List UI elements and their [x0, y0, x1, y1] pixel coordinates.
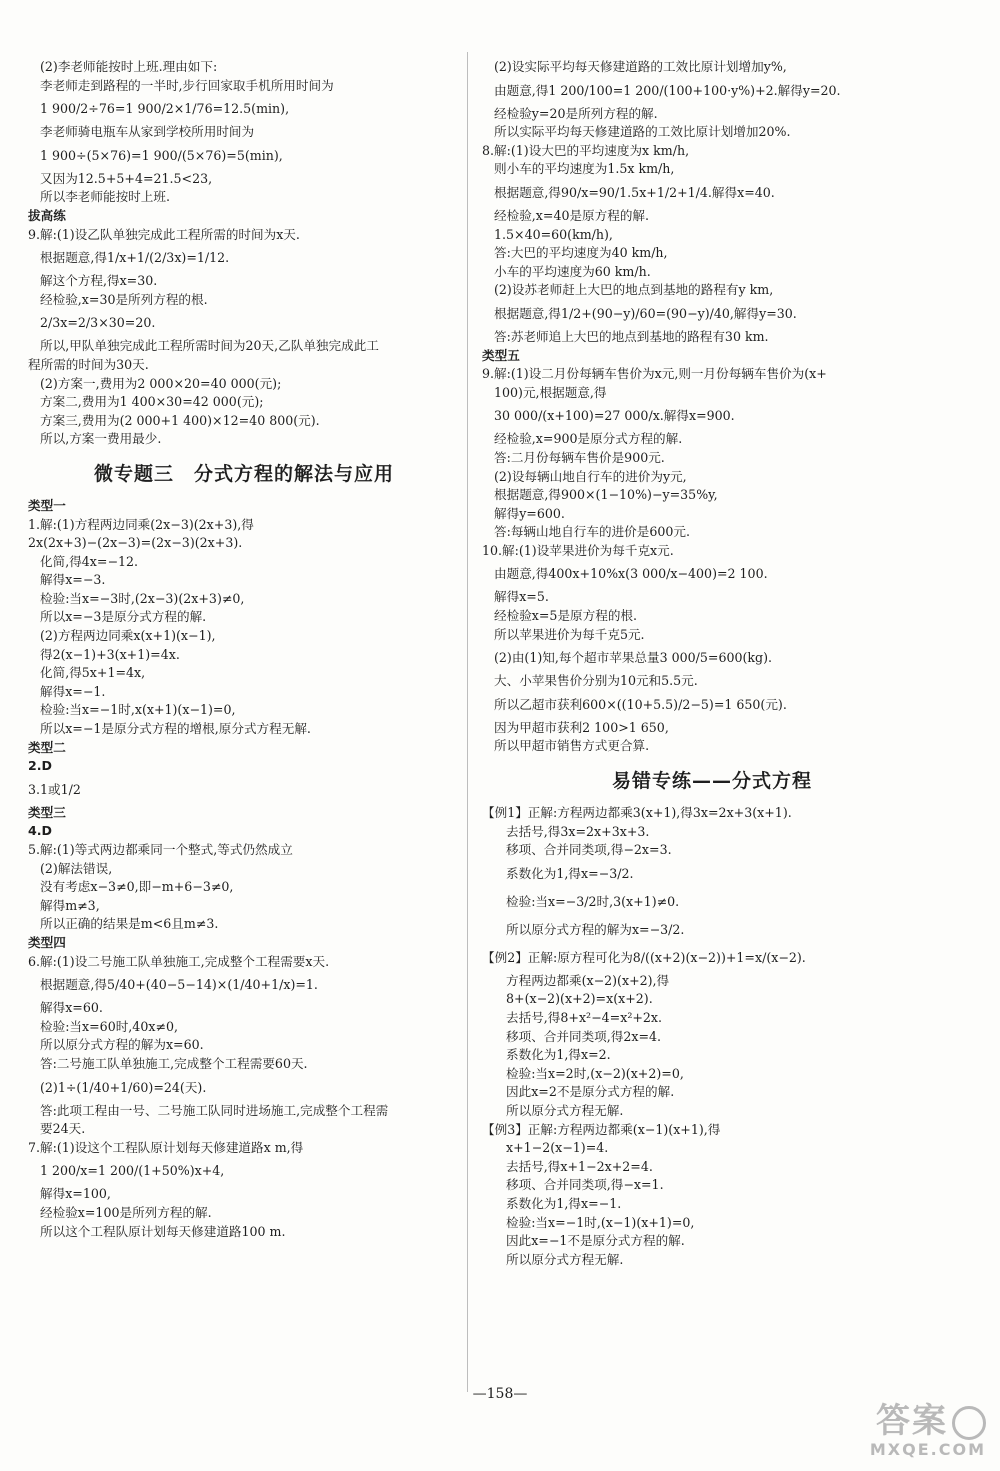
text-line: 解这个方程,得x=30.	[40, 273, 158, 289]
text-line: 所以原分式方程的解为x=−3/2.	[506, 921, 685, 937]
text-line: 又因为12.5+5+4=21.5<23,	[40, 170, 213, 186]
text-line: 7.解:(1)设这个工程队原计划每天修建道路x m,得	[28, 1139, 304, 1155]
column-divider	[467, 52, 468, 1392]
text-line: 1.5×40=60(km/h),	[494, 226, 613, 242]
text-line: 9.解:(1)设二月份每辆车售价为x元,则一月份每辆车售价为(x+	[482, 366, 827, 382]
text-line: 检验:当x=−3/2时,3(x+1)≠0.	[506, 893, 680, 909]
text-line: 所以,方案一费用最少.	[40, 431, 162, 447]
text-line: (2)设实际平均每天修建道路的工效比原计划增加y%,	[494, 59, 787, 74]
text-line: 得2(x−1)+3(x+1)=4x.	[40, 646, 180, 662]
text-line: 移项、合并同类项,得2x=4.	[506, 1028, 662, 1044]
text-line: 解得x=5.	[494, 589, 549, 605]
text-line: 1 200/x=1 200/(1+50%)x+4,	[40, 1163, 225, 1179]
subsection-label: 类型四	[28, 934, 66, 950]
text-line: 根据题意,得1/x+1/(2/3x)=1/12.	[40, 250, 230, 266]
subsection-label: 类型三	[28, 804, 66, 820]
text-line: 2/3x=2/3×30=20.	[40, 315, 156, 331]
text-line: 1 900÷(5×76)=1 900/(5×76)=5(min),	[40, 147, 283, 163]
text-line: 3.1或1/2	[28, 781, 81, 797]
text-line: 李老师骑电瓶车从家到学校所用时间为	[40, 124, 255, 140]
section-heading: 易错专练——分式方程	[611, 770, 812, 793]
text-line: 方案二,费用为1 400×30=42 000(元);	[40, 394, 264, 410]
text-line: 【例2】正解:原方程可化为8/((x+2)(x−2))+1=x/(x−2).	[482, 949, 806, 965]
text-line: 解得x=−1.	[40, 683, 106, 699]
section-heading: 微专题三 分式方程的解法与应用	[93, 462, 394, 485]
text-line: 系数化为1,得x=−3/2.	[506, 865, 634, 881]
text-line: 解得m≠3,	[40, 897, 100, 913]
text-line: 移项、合并同类项,得−2x=3.	[506, 842, 672, 858]
text-line: 9.解:(1)设乙队单独完成此工程所需的时间为x天.	[28, 226, 300, 242]
text-line: 根据题意,得1/2+(90−y)/60=(90−y)/40,解得y=30.	[494, 305, 797, 321]
text-line: 所以原分式方程无解.	[506, 1251, 624, 1267]
text-line: 30 000/(x+100)=27 000/x.解得x=900.	[494, 408, 735, 424]
text-line: (2)1÷(1/40+1/60)=24(天).	[40, 1079, 207, 1095]
text-line: (2)设苏老师赶上大巴的地点到基地的路程有y km,	[494, 282, 774, 298]
text-line: (2)李老师能按时上班.理由如下:	[40, 59, 218, 74]
text-line: 去括号,得8+x²−4=x²+2x.	[506, 1010, 663, 1025]
text-line: 经检验,x=30是所列方程的根.	[40, 291, 208, 307]
text-line: 检验:当x=−1时,(x−1)(x+1)=0,	[506, 1214, 695, 1230]
text-line: 方案三,费用为(2 000+1 400)×12=40 800(元).	[40, 412, 320, 428]
subsection-label: 类型五	[482, 347, 520, 363]
watermark-circle-icon	[952, 1406, 986, 1440]
text-line: 根据题意,得900×(1−10%)−y=35%y,	[494, 487, 718, 503]
text-line: (2)由(1)知,每个超市苹果总量3 000/5=600(kg).	[494, 650, 773, 666]
text-line: 要24天.	[40, 1121, 86, 1137]
text-line: 所以乙超市获利600×((10+5.5)/2−5)=1 650(元).	[494, 696, 787, 712]
text-line: 6.解:(1)设二号施工队单独施工,完成整个工程需要x天.	[28, 953, 330, 969]
text-line: 所以甲超市销售方式更合算.	[494, 738, 650, 754]
text-line: 检验:当x=2时,(x−2)(x+2)=0,	[506, 1065, 684, 1081]
text-line: 所以正确的结果是m<6且m≠3.	[40, 916, 219, 932]
text-line: 100)元,根据题意,得	[494, 384, 607, 400]
watermark-logo	[776, 1402, 986, 1464]
subsection-label: 类型一	[28, 497, 66, 513]
text-line: 解得x=60.	[40, 1000, 103, 1016]
text-line: x+1−2(x−1)=4.	[506, 1140, 609, 1156]
text-line: 因此x=2不是原分式方程的解.	[506, 1084, 675, 1100]
text-line: 李老师走到路程的一半时,步行回家取手机所用时间为	[40, 77, 334, 93]
text-line: 经检验,x=900是原分式方程的解.	[494, 431, 683, 447]
text-line: 小车的平均速度为60 km/h.	[494, 263, 651, 279]
subsection-label: 2.D	[28, 758, 53, 774]
text-line: (2)解法错误,	[40, 860, 113, 876]
text-line: 程所需的时间为30天.	[28, 356, 149, 372]
watermark-text-top: 答案	[876, 1401, 948, 1441]
text-line: 所以x=−1是原分式方程的增根,原分式方程无解.	[40, 721, 311, 737]
text-line: 根据题意,得90/x=90/1.5x+1/2+1/4.解得x=40.	[494, 184, 775, 200]
text-line: 大、小苹果售价分别为10元和5.5元.	[494, 673, 698, 689]
text-line: 检验:当x=−1时,x(x+1)(x−1)=0,	[40, 702, 236, 718]
text-line: 检验:当x=60时,40x≠0,	[40, 1018, 178, 1034]
text-line: 所以苹果进价为每千克5元.	[494, 626, 645, 642]
text-line: 去括号,得x+1−2x+2=4.	[506, 1158, 653, 1174]
subsection-label: 类型二	[28, 739, 66, 755]
text-line: (2)方案一,费用为2 000×20=40 000(元);	[40, 375, 282, 391]
text-line: 所以实际平均每天修建道路的工效比原计划增加20%.	[494, 124, 791, 140]
text-line: 因此x=−1不是原分式方程的解.	[506, 1233, 685, 1249]
text-line: 所以,甲队单独完成此工程所需时间为20天,乙队单独完成此工	[40, 338, 379, 354]
text-line: 答:二号施工队单独施工,完成整个工程需要60天.	[40, 1055, 308, 1071]
text-line: 1 900/2÷76=1 900/2×1/76=12.5(min),	[40, 101, 290, 117]
text-line: 【例3】正解:方程两边都乘(x−1)(x+1),得	[482, 1121, 721, 1137]
text-line: 答:此项工程由一号、二号施工队同时进场施工,完成整个工程需	[40, 1102, 389, 1118]
text-line: 2x(2x+3)−(2x−3)=(2x−3)(2x+3).	[28, 535, 243, 551]
subsection-label: 拔高练	[28, 207, 66, 223]
text-line: (2)方程两边同乘x(x+1)(x−1),	[40, 628, 216, 644]
text-line: 去括号,得3x=2x+3x+3.	[506, 823, 650, 839]
text-line: 所以原分式方程的解为x=60.	[40, 1037, 204, 1053]
text-line: 解得y=600.	[494, 505, 565, 521]
right-column	[482, 58, 942, 1269]
text-line: 8+(x−2)(x+2)=x(x+2).	[506, 991, 653, 1007]
text-line: 答:二月份每辆车售价是900元.	[494, 449, 665, 465]
text-line: 经检验,x=40是原方程的解.	[494, 207, 650, 223]
text-line: 所以原分式方程无解.	[506, 1102, 624, 1118]
text-line: 移项、合并同类项,得−x=1.	[506, 1177, 664, 1193]
text-line: 经检验y=20是所列方程的解.	[494, 105, 658, 121]
text-line: 系数化为1,得x=−1.	[506, 1195, 622, 1211]
text-line: 解得x=100,	[40, 1186, 111, 1202]
left-column	[28, 58, 460, 1241]
text-line: 检验:当x=−3时,(2x−3)(2x+3)≠0,	[40, 590, 245, 606]
text-line: 因为甲超市获利2 100>1 650,	[494, 719, 669, 735]
text-line: 化简,得5x+1=4x,	[40, 665, 146, 681]
text-line: 解得x=−3.	[40, 572, 106, 588]
text-line: 所以李老师能按时上班.	[40, 189, 170, 205]
text-line: 根据题意,得5/40+(40−5−14)×(1/40+1/x)=1.	[40, 977, 318, 993]
text-line: 方程两边都乘(x−2)(x+2),得	[506, 972, 670, 988]
text-line: 1.解:(1)方程两边同乘(2x−3)(2x+3),得	[28, 516, 254, 532]
text-line: 经检验x=100是所列方程的解.	[40, 1204, 212, 1220]
subsection-label: 4.D	[28, 823, 53, 839]
text-line: 答:每辆山地自行车的进价是600元.	[494, 524, 691, 540]
text-line: 8.解:(1)设大巴的平均速度为x km/h,	[482, 142, 690, 158]
text-line: 所以x=−3是原分式方程的解.	[40, 609, 207, 625]
watermark-text-bottom: MXQE.COM	[869, 1440, 986, 1459]
text-line: 由题意,得400x+10%x(3 000/x−400)=2 100.	[494, 566, 768, 582]
text-line: 由题意,得1 200/100=1 200/(100+100·y%)+2.解得y=20.	[494, 82, 841, 98]
text-line: 10.解:(1)设苹果进价为每千克x元.	[482, 542, 674, 558]
page-number: —158—	[472, 1386, 528, 1402]
text-line: 化简,得4x=−12.	[40, 553, 139, 569]
text-line: 答:大巴的平均速度为40 km/h,	[494, 245, 668, 261]
text-line: 则小车的平均速度为1.5x km/h,	[494, 161, 675, 177]
text-line: 没有考虑x−3≠0,即−m+6−3≠0,	[40, 879, 234, 895]
text-line: 【例1】正解:方程两边都乘3(x+1),得3x=2x+3(x+1).	[482, 805, 792, 821]
text-line: 所以这个工程队原计划每天修建道路100 m.	[40, 1223, 286, 1239]
text-line: (2)设每辆山地自行车的进价为y元,	[494, 468, 687, 484]
text-line: 系数化为1,得x=2.	[506, 1047, 611, 1063]
text-line: 5.解:(1)等式两边都乘同一个整式,等式仍然成立	[28, 842, 293, 857]
text-line: 经检验x=5是原方程的根.	[494, 608, 638, 624]
text-line: 答:苏老师追上大巴的地点到基地的路程有30 km.	[494, 328, 769, 344]
